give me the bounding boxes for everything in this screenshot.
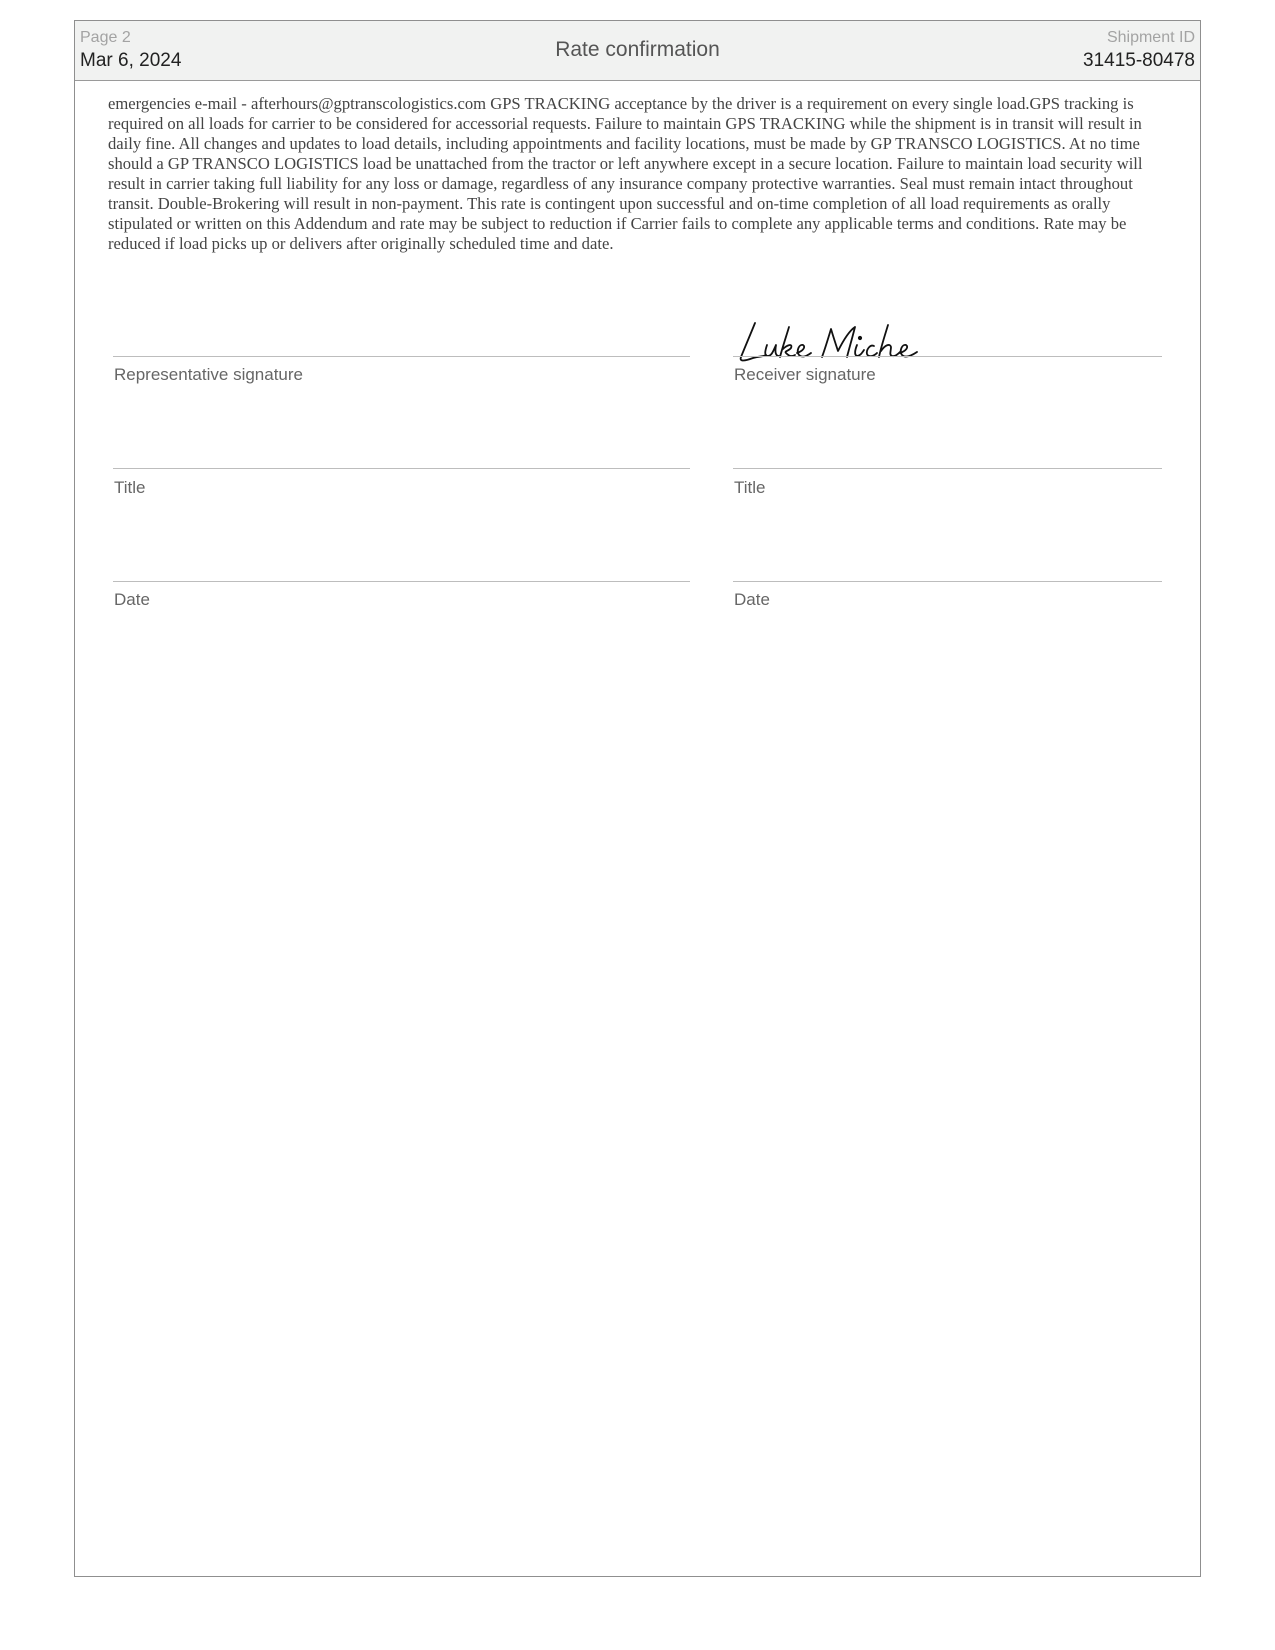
receiver-signature-line[interactable] <box>733 356 1162 357</box>
representative-title-label: Title <box>114 478 146 497</box>
representative-date-label: Date <box>114 590 150 609</box>
document-title: Rate confirmation <box>555 38 720 61</box>
document-page <box>74 20 1201 1577</box>
receiver-date-label: Date <box>734 590 770 609</box>
receiver-title-line[interactable] <box>733 468 1162 469</box>
receiver-handwritten-signature <box>733 311 953 371</box>
representative-date-line[interactable] <box>113 581 690 582</box>
shipment-id-value: 31415-80478 <box>1083 50 1195 71</box>
page-number: Page 2 <box>80 29 131 46</box>
terms-paragraph: emergencies e-mail - afterhours@gptranscologistics.com GPS TRACKING acceptance by the driver is a requirement on every single load.GPS tracking is required on all loads for carrier to be considered for accessorial requests. Failure to maintain GPS TRACKING while the shipment is in transit will result in daily fine. All changes and updates to load details, including appointments and facility locations, must be made by GP TRANSCO LOGISTICS. At no time should a GP TRANSCO LOGISTICS load be unattached from the tractor or left anywhere except in a secure location. Failure to maintain load security will result in carrier taking full liability for any loss or damage, regardless of any insurance company protective warranties. Seal must remain intact throughout transit. Double-Brokering will result in non-payment. This rate is contingent upon successful and on-time completion of all load requirements as orally stipulated or written on this Addendum and rate may be subject to reduction if Carrier fails to complete any applicable terms and conditions. Rate may be reduced if load picks up or delivers after originally scheduled time and date. <box>108 94 1143 253</box>
header-right <box>1083 28 1195 74</box>
receiver-title-label: Title <box>734 478 766 497</box>
receiver-signature-label: Receiver signature <box>734 365 876 384</box>
page-header <box>75 21 1200 81</box>
shipment-id-label: Shipment ID <box>1106 29 1195 46</box>
representative-title-line[interactable] <box>113 468 690 469</box>
receiver-date-line[interactable] <box>733 581 1162 582</box>
representative-signature-line[interactable] <box>113 356 690 357</box>
document-date: Mar 6, 2024 <box>80 50 182 71</box>
representative-signature-label: Representative signature <box>114 365 304 384</box>
